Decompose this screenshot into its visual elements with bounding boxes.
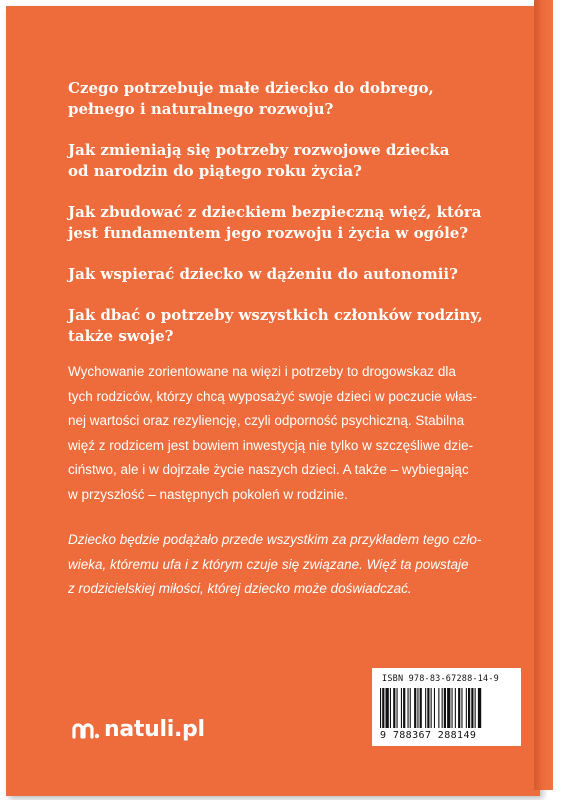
publisher-logo	[70, 717, 205, 742]
quote-paragraph: Dziecko będzie podążało przede wszystkim za przykładem tego czło- wieka, któremu ufa i z którym czuje się związane. Więź ta powstaje z rodzicielskiej miłości, której dziecko może doświadczać.	[68, 532, 482, 597]
question-item: Jak zmieniają się potrzeby rozwojowe dziecka od narodzin do piątego roku życia?	[68, 141, 450, 180]
book-back-cover	[6, 6, 540, 796]
question-item: Czego potrzebuje małe dziecko do dobrego, pełnego i naturalnego rozwoju?	[68, 79, 434, 118]
question-item: Jak wspierać dziecko w dążeniu do autonomii?	[68, 265, 458, 283]
question-item: Jak zbudować z dzieckiem bezpieczną więź, która jest fundamentem jego rozwoju i życia w ogóle?	[68, 203, 482, 242]
publisher-name: natuli.pl	[104, 717, 205, 742]
question-item: Jak dbać o potrzeby wszystkich członków rodziny, także swoje?	[68, 306, 483, 345]
barcode-bars	[376, 688, 517, 730]
description-paragraph: Wychowanie zorientowane na więzi i potrzeby to drogowskaz dla tych rodziców, którzy chcą wyposażyć swoje dzieci w poczucie włas- nej wartości oraz rezyliencję, czyli odporność psychiczną. Stabilna więź z rodzicem jest bowiem inwestycją nie tylko w szczęśliwe dzie- ciństwo, ale i w dojrzałe życie naszych dzieci. A także – wybiegając w przyszłość – następnych pokoleń w rodzinie.	[68, 364, 477, 502]
book-spine	[534, 0, 553, 790]
barcode-number: 9 788367 288149	[380, 730, 477, 741]
isbn-barcode	[372, 668, 521, 746]
natuli-logo-icon	[70, 719, 102, 741]
question-list	[68, 78, 488, 367]
isbn-label: ISBN 978-83-67288-14-9	[382, 674, 499, 684]
